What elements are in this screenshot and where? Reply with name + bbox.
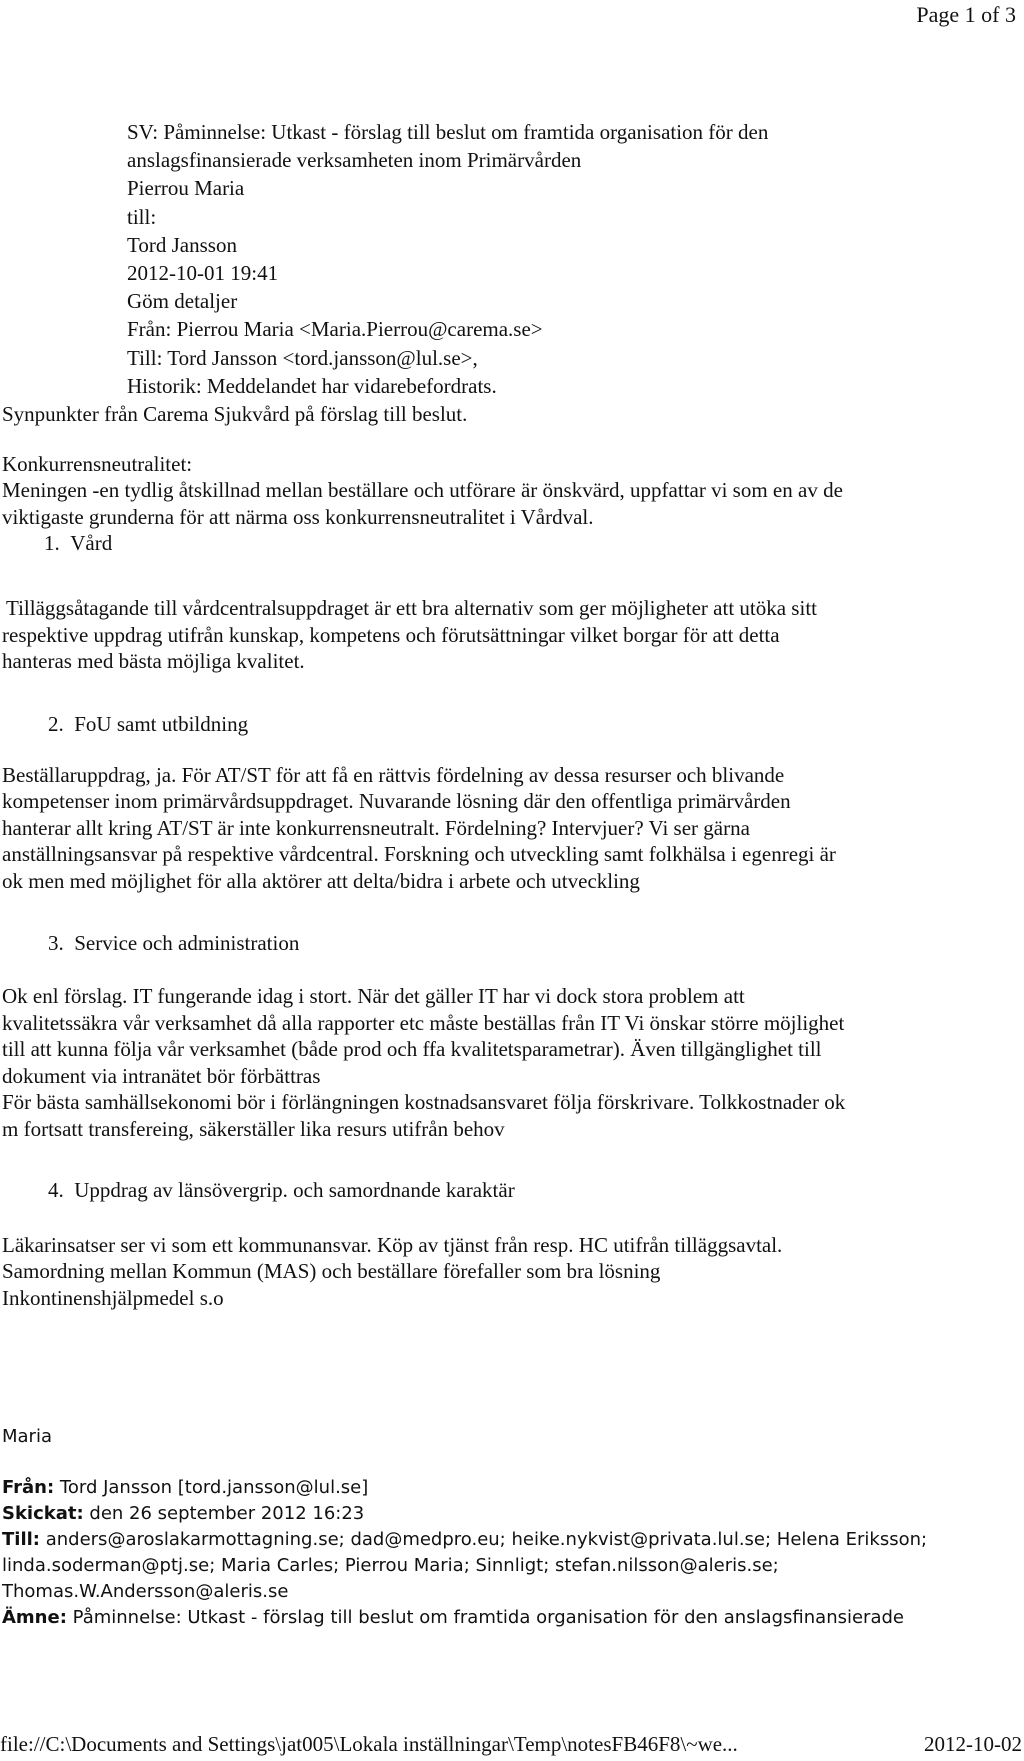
section-1-title: Vård xyxy=(70,531,113,555)
section-3-line-4: dokument via intranätet bör förbättras xyxy=(2,1064,321,1088)
quoted-subject-label: Ämne: xyxy=(2,1607,67,1628)
section-3-line-3: till att kunna följa vår verksamhet (både prod och ffa kvalitetsparametrar). Även tillgänglighet till xyxy=(2,1037,822,1061)
quoted-sent-line xyxy=(2,1501,364,1527)
print-footer xyxy=(0,1729,1024,1757)
section-1-heading xyxy=(44,530,112,557)
from-line: Från: Pierrou Maria <Maria.Pierrou@carema.se> xyxy=(127,317,543,342)
quoted-subject-value: Påminnelse: Utkast - förslag till beslut om framtida organisation för den anslagsfinansierade xyxy=(66,1607,904,1628)
section-1-line-3: hanteras med bästa möjliga kvalitet. xyxy=(2,649,305,673)
footer-print-date: 2012-10-02 xyxy=(924,1732,1022,1756)
recipient-name: Tord Jansson xyxy=(127,232,237,257)
competition-line-2: viktigaste grunderna för att närma oss konkurrensneutralitet i Vårdval. xyxy=(2,505,594,529)
section-1-line-2: respektive uppdrag utifrån kunskap, kompetens och förutsättningar vilket borgar för att detta xyxy=(2,623,780,647)
section-2-line-4: anställningsansvar på respektive vårdcentral. Forskning och utveckling samt folkhälsa i egenregi är xyxy=(2,842,836,866)
section-1-line-1: Tilläggsåtagande till vårdcentralsuppdraget är ett bra alternativ som ger möjligheter att utöka sitt xyxy=(6,596,817,620)
sender-name: Pierrou Maria xyxy=(127,176,245,201)
section-2-line-5: ok men med möjlighet för alla aktörer att delta/bidra i arbete och utveckling xyxy=(2,869,640,893)
section-3-number: 3. xyxy=(48,931,64,955)
to-label: till: xyxy=(127,204,157,229)
quoted-sent-value: den 26 september 2012 16:23 xyxy=(83,1503,365,1524)
section-2-title: FoU samt utbildning xyxy=(74,712,249,736)
section-3-line-5: För bästa samhällsekonomi bör i förlängningen kostnadsansvaret följa förskrivare. Tolkkostnader ok xyxy=(2,1090,846,1114)
quoted-to-line-3: Thomas.W.Andersson@aleris.se xyxy=(2,1581,289,1602)
to-line: Till: Tord Jansson <tord.jansson@lul.se>, xyxy=(127,345,478,370)
section-4-number: 4. xyxy=(48,1178,64,1202)
section-4-line-1: Läkarinsatser ser vi som ett kommunansvar. Köp av tjänst från resp. HC utifrån tilläggsavtal. xyxy=(2,1233,783,1257)
quoted-to-line-2: linda.soderman@ptj.se; Maria Carles; Pierrou Maria; Sinnligt; stefan.nilsson@aleris.se; xyxy=(2,1555,779,1576)
quoted-to-value-1: anders@aroslakarmottagning.se; dad@medpro.eu; heike.nykvist@privata.lul.se; Helena Eriksson; xyxy=(40,1529,928,1550)
subject-line-2: anslagsfinansierade verksamheten inom Primärvården xyxy=(127,148,582,173)
section-3-line-2: kvalitetssäkra vår verksamhet då alla rapporter etc måste beställas från IT Vi önskar större möjlighet xyxy=(2,1011,845,1035)
competition-heading: Konkurrensneutralitet: xyxy=(2,452,193,476)
signature-name: Maria xyxy=(2,1426,52,1447)
section-1-number: 1. xyxy=(44,531,60,555)
section-3-heading xyxy=(48,930,299,957)
email-body xyxy=(2,0,1022,1761)
intro-line: Synpunkter från Carema Sjukvård på förslag till beslut. xyxy=(2,402,468,426)
hide-details-link[interactable]: Göm detaljer xyxy=(127,289,238,314)
quoted-to-label: Till: xyxy=(2,1529,40,1550)
section-3-title: Service och administration xyxy=(74,931,300,955)
section-2-number: 2. xyxy=(48,712,64,736)
section-4-line-2: Samordning mellan Kommun (MAS) och beställare förefaller som bra lösning xyxy=(2,1259,661,1283)
quoted-to-line xyxy=(2,1527,927,1553)
section-3-line-1: Ok enl förslag. IT fungerande idag i stort. När det gäller IT har vi dock stora problem att xyxy=(2,984,745,1008)
section-2-line-2: kompetenser inom primärvårdsuppdraget. Nuvarande lösning där den offentliga primärvården xyxy=(2,789,791,813)
footer-file-path: file://C:\Documents and Settings\jat005\Lokala inställningar\Temp\notesFB46F8\~we... xyxy=(0,1732,738,1756)
subject-line-1: SV: Påminnelse: Utkast - förslag till beslut om framtida organisation för den xyxy=(127,120,769,144)
section-2-line-3: hanterar allt kring AT/ST är inte konkurrensneutralt. Fördelning? Intervjuer? Vi ser gärna xyxy=(2,816,750,840)
section-2-line-1: Beställaruppdrag, ja. För AT/ST för att få en rättvis fördelning av dessa resurser och blivande xyxy=(2,763,785,787)
email-datetime: 2012-10-01 19:41 xyxy=(127,261,279,286)
section-4-heading xyxy=(48,1177,515,1204)
history-line: Historik: Meddelandet har vidarebefordrats. xyxy=(127,373,497,398)
section-4-line-3: Inkontinenshjälpmedel s.o xyxy=(2,1286,224,1310)
quoted-from-label: Från: xyxy=(2,1477,55,1498)
section-2-heading xyxy=(48,711,248,738)
page-number: Page 1 of 3 xyxy=(916,2,1016,27)
section-4-title: Uppdrag av länsövergrip. och samordnande karaktär xyxy=(74,1178,515,1202)
quoted-from-line xyxy=(2,1475,368,1501)
quoted-from-value: Tord Jansson [tord.jansson@lul.se] xyxy=(54,1477,369,1498)
quoted-sent-label: Skickat: xyxy=(2,1503,84,1524)
competition-line-1: Meningen -en tydlig åtskillnad mellan beställare och utförare är önskvärd, uppfattar vi som en av de xyxy=(2,478,843,502)
quoted-subject-line xyxy=(2,1605,904,1631)
section-3-line-6: m fortsatt transfereing, säkerställer lika resurs utifrån behov xyxy=(2,1117,505,1141)
